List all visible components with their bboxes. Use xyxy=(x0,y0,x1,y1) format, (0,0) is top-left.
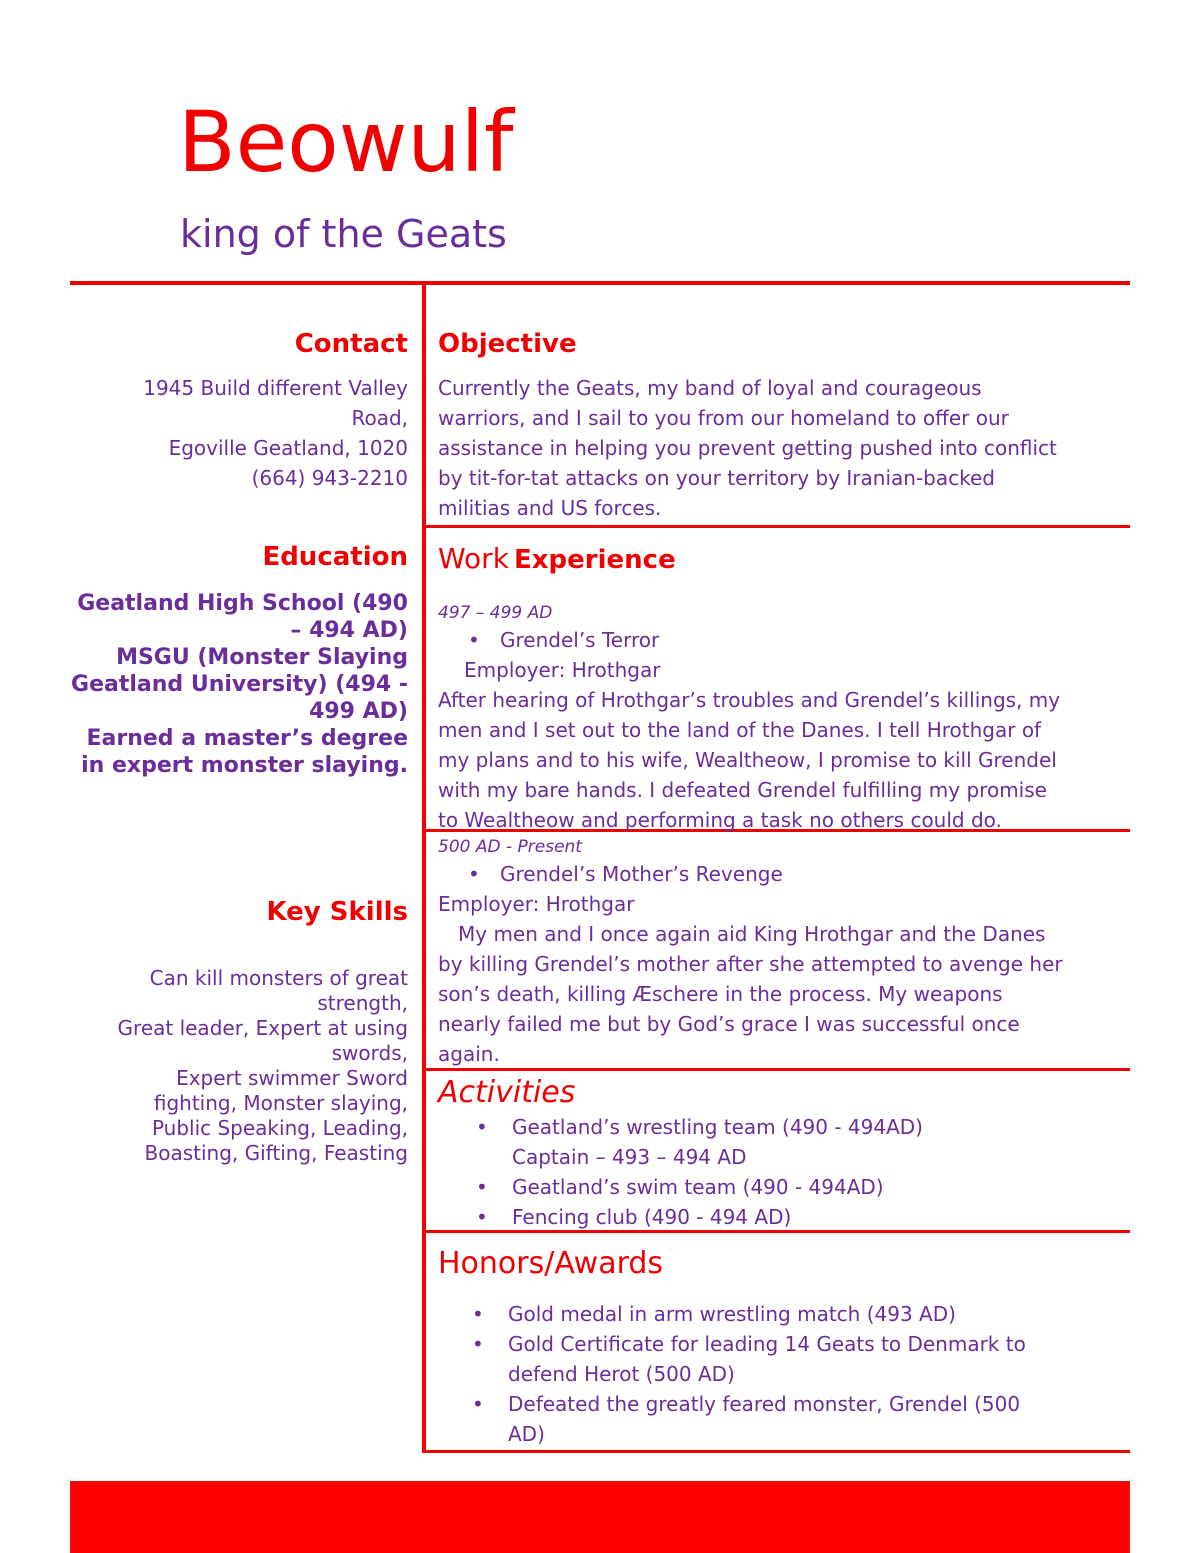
skills-section xyxy=(70,895,408,1166)
skills-line: fighting, Monster slaying, xyxy=(153,1091,408,1115)
honor-item-continued xyxy=(438,1419,1128,1449)
skills-line: strength, xyxy=(317,991,408,1015)
honor-text: Gold medal in arm wrestling match (493 AD) xyxy=(508,1302,956,1326)
job-employer: Employer: Hrothgar xyxy=(464,658,661,682)
skills-line: Public Speaking, Leading, xyxy=(151,1116,408,1140)
work-heading-part2: Experience xyxy=(514,545,676,575)
work-section xyxy=(438,540,1128,835)
honor-item xyxy=(438,1389,1128,1419)
objective-divider xyxy=(424,525,1130,528)
skills-line: Great leader, Expert at using xyxy=(117,1016,408,1040)
objective-heading: Objective xyxy=(438,329,577,359)
bullet-icon: • xyxy=(476,1175,488,1199)
honor-item-continued xyxy=(438,1359,1128,1389)
education-line: Geatland High School (490 xyxy=(77,591,408,616)
honors-heading: Honors/Awards xyxy=(438,1246,664,1281)
objective-section xyxy=(438,327,1128,523)
job-desc-line: with my bare hands. I defeated Grendel fulfilling my promise xyxy=(438,778,1047,802)
column-divider xyxy=(422,283,426,1453)
education-section xyxy=(70,540,408,779)
resume-subtitle: king of the Geats xyxy=(180,212,507,256)
skills-line: Can kill monsters of great xyxy=(149,966,408,990)
education-line: – 494 AD) xyxy=(290,618,408,643)
contact-section xyxy=(70,327,408,493)
honor-text: Gold Certificate for leading 14 Geats to Denmark to xyxy=(508,1332,1026,1356)
job-title-text: Grendel’s Mother’s Revenge xyxy=(500,862,783,886)
bullet-icon: • xyxy=(476,1115,488,1139)
work-heading xyxy=(438,540,1128,582)
objective-line: warriors, and I sail to you from our homeland to offer our xyxy=(438,406,1009,430)
bullet-icon: • xyxy=(468,862,480,886)
honors-bottom-divider xyxy=(424,1450,1130,1453)
skills-line: Boasting, Gifting, Feasting xyxy=(144,1141,408,1165)
job-employer: Employer: Hrothgar xyxy=(438,892,635,916)
footer-bar xyxy=(70,1481,1130,1553)
job-date: 497 – 499 AD xyxy=(438,603,553,623)
job-title xyxy=(438,859,1128,889)
job-desc-line: to Wealtheow and performing a task no others could do. xyxy=(438,808,1002,832)
contact-address-line3: Egoville Geatland, 1020 xyxy=(168,436,408,460)
honor-item xyxy=(438,1299,1128,1329)
objective-line: Currently the Geats, my band of loyal and courageous xyxy=(438,376,982,400)
job-desc-line: my plans and to his wife, Wealtheow, I promise to kill Grendel xyxy=(438,748,1057,772)
education-line: in expert monster slaying. xyxy=(81,753,408,778)
work-heading-part1: Work xyxy=(438,542,509,575)
job-desc-line: My men and I once again aid King Hrothgar and the Danes xyxy=(458,922,1046,946)
activity-text: Geatland’s wrestling team (490 - 494AD) xyxy=(512,1115,923,1139)
education-line: Geatland University) (494 - xyxy=(71,672,408,697)
education-line: Earned a master’s degree xyxy=(86,726,408,751)
header-divider xyxy=(70,281,1130,285)
job-title-text: Grendel’s Terror xyxy=(500,628,660,652)
bullet-icon: • xyxy=(472,1302,484,1326)
honor-text: Defeated the greatly feared monster, Grendel (500 xyxy=(508,1392,1021,1416)
contact-phone: (664) 943-2210 xyxy=(251,466,408,490)
honors-section xyxy=(438,1244,1128,1449)
bullet-icon: • xyxy=(468,628,480,652)
job-title xyxy=(438,625,1128,655)
bullet-icon: • xyxy=(472,1392,484,1416)
objective-line: militias and US forces. xyxy=(438,496,662,520)
job-desc-line: nearly failed me but by God’s grace I was successful once xyxy=(438,1012,1020,1036)
activity-item xyxy=(438,1172,1128,1202)
activity-text: Geatland’s swim team (490 - 494AD) xyxy=(512,1175,884,1199)
activity-item xyxy=(438,1202,1128,1232)
work-job-2 xyxy=(438,835,1128,1069)
job-desc-line: men and I set out to the land of the Danes. I tell Hrothgar of xyxy=(438,718,1042,742)
job-desc-line: son’s death, killing Æschere in the process. My weapons xyxy=(438,982,1003,1006)
skills-heading: Key Skills xyxy=(266,897,408,927)
job-date: 500 AD - Present xyxy=(438,837,582,857)
bullet-icon: • xyxy=(476,1205,488,1229)
contact-heading: Contact xyxy=(294,329,408,359)
activities-section xyxy=(438,1074,1128,1232)
education-heading: Education xyxy=(262,542,408,572)
activity-item xyxy=(438,1112,1128,1142)
honor-text: defend Herot (500 AD) xyxy=(508,1362,735,1386)
bullet-icon: • xyxy=(472,1332,484,1356)
objective-line: assistance in helping you prevent getting pushed into conflict xyxy=(438,436,1057,460)
education-line: 499 AD) xyxy=(309,699,408,724)
honor-text: AD) xyxy=(508,1422,545,1446)
skills-line: swords, xyxy=(331,1041,408,1065)
activities-heading: Activities xyxy=(438,1075,576,1110)
contact-address-line1: 1945 Build different Valley xyxy=(143,376,408,400)
activity-text: Captain – 493 – 494 AD xyxy=(512,1145,747,1169)
objective-line: by tit-for-tat attacks on your territory by Iranian-backed xyxy=(438,466,995,490)
job-desc-line: by killing Grendel’s mother after she attempted to avenge her xyxy=(438,952,1063,976)
activity-subitem xyxy=(438,1142,1128,1172)
job-desc-line: again. xyxy=(438,1042,500,1066)
honor-item xyxy=(438,1329,1128,1359)
contact-address-line2: Road, xyxy=(351,406,408,430)
education-line: MSGU (Monster Slaying xyxy=(116,645,408,670)
skills-line: Expert swimmer Sword xyxy=(176,1066,408,1090)
activity-text: Fencing club (490 - 494 AD) xyxy=(512,1205,792,1229)
job-desc-line: After hearing of Hrothgar’s troubles and Grendel’s killings, my xyxy=(438,688,1061,712)
resume-name: Beowulf xyxy=(178,93,514,191)
